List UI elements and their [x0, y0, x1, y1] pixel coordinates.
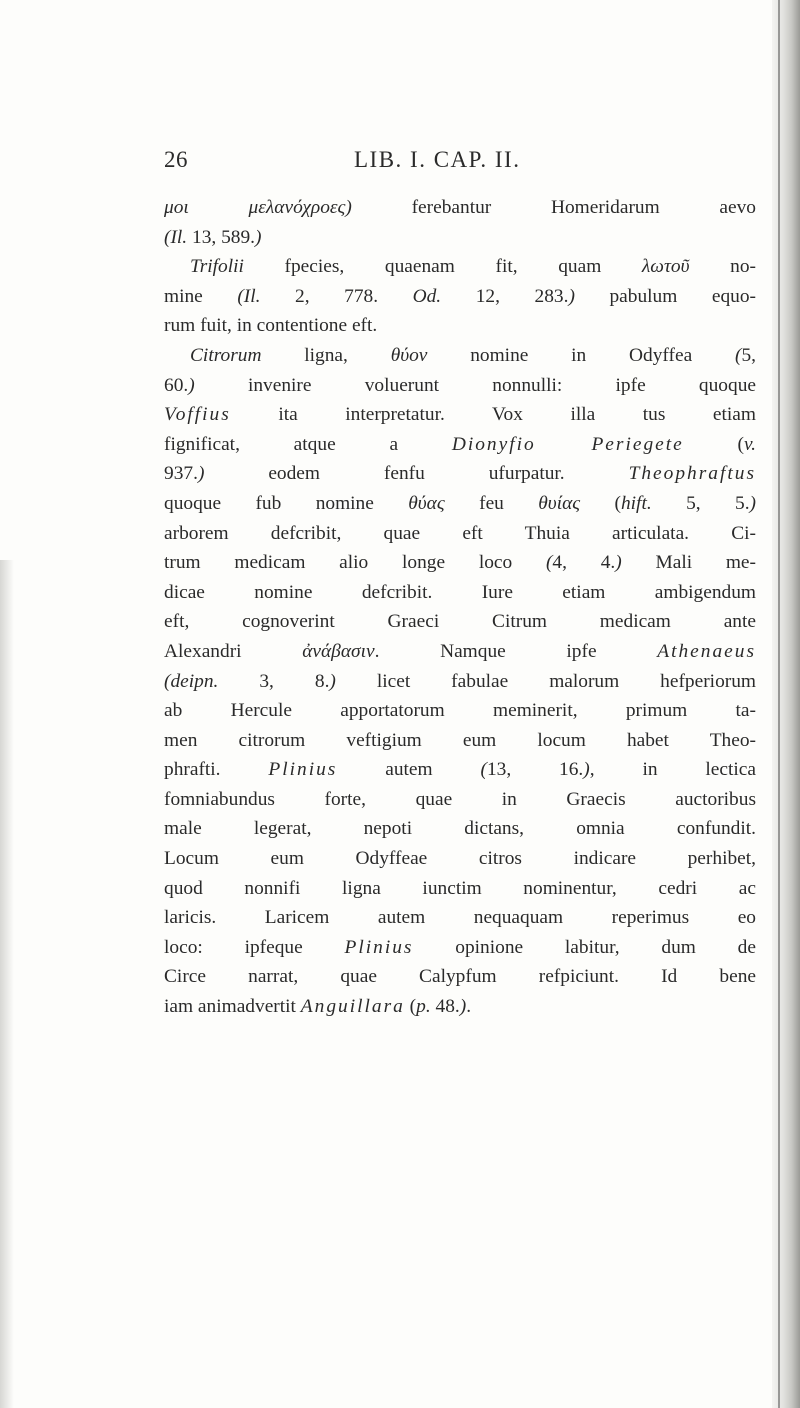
- text-line: [164, 667, 756, 697]
- text-line: [164, 785, 756, 815]
- text-line: [164, 992, 756, 1022]
- text-segment: phrafti.: [164, 759, 269, 781]
- text-segment: Circe narrat, quae Calypfum refpiciunt. Id bene: [164, 966, 756, 988]
- text-segment: v.: [743, 433, 756, 455]
- text-segment: θύας: [408, 492, 445, 514]
- text-segment: Alexandri: [164, 640, 303, 662]
- text-segment: Trifolii: [190, 256, 285, 278]
- text-segment: (: [404, 996, 417, 1018]
- text-segment: θύον: [390, 344, 428, 366]
- text-line: [164, 637, 756, 667]
- text-segment: (: [164, 670, 171, 692]
- text-line: [164, 519, 756, 549]
- text-line: [164, 962, 756, 992]
- text-segment: licet fabulae malorum hefperiorum: [335, 670, 757, 692]
- text-segment: 5, 5.: [651, 492, 750, 514]
- text-segment: deipn.: [170, 670, 219, 692]
- text-segment: ): [197, 463, 205, 485]
- text-segment: ): [188, 374, 195, 396]
- text-segment: (: [683, 433, 744, 455]
- text-segment: male legerat, nepoti dictans, omnia confundit.: [164, 818, 756, 840]
- text-segment: 48.: [430, 996, 460, 1018]
- text-segment: (: [734, 344, 742, 366]
- text-segment: eft, cognoverint Graeci Citrum medicam ante: [164, 611, 756, 633]
- text-segment: dicae nomine defcribit. Iure etiam ambigendum: [164, 581, 756, 603]
- text-segment: pabulum equo-: [574, 285, 757, 307]
- text-segment: loco: ipfeque: [164, 936, 345, 958]
- text-line: [164, 933, 756, 963]
- text-segment: ): [583, 759, 590, 781]
- text-segment: .: [466, 996, 472, 1018]
- text-segment: rum fuit, in contentione eft.: [164, 315, 378, 337]
- text-segment: laricis. Laricem autem nequaquam reperimus eo: [164, 907, 756, 929]
- text-segment: ): [329, 670, 336, 692]
- text-segment: (Il.: [237, 285, 296, 307]
- text-segment: . Namque ipfe: [374, 640, 658, 662]
- text-segment: quoque fub nomine: [164, 492, 409, 514]
- text-segment: fignificat, atque a: [164, 433, 452, 455]
- text-segment: mine: [164, 285, 238, 307]
- spine-edge-line: [778, 0, 780, 1408]
- page-edge-shadow: [0, 560, 14, 1408]
- text-segment: , in lectica: [589, 759, 756, 781]
- text-segment: (Il.: [164, 226, 192, 248]
- text-segment: ita interpretatur. Vox illa tus etiam: [230, 404, 756, 426]
- text-segment: 60.: [164, 374, 189, 396]
- text-segment: Od.: [412, 285, 442, 307]
- text-line: [164, 696, 756, 726]
- text-line: [164, 400, 756, 430]
- text-segment: eodem fenfu ufurpatur.: [204, 463, 629, 485]
- text-segment: 2, 778.: [295, 285, 413, 307]
- text-segment: ): [459, 996, 467, 1018]
- page-number: 26: [164, 147, 188, 172]
- text-segment: (: [480, 759, 487, 781]
- text-segment: ligna,: [261, 344, 391, 366]
- text-line: [164, 874, 756, 904]
- text-segment: Locum eum Odyffeae citros indicare perhibet,: [164, 848, 756, 870]
- text-segment: men citrorum veftigium eum locum habet Theo-: [164, 729, 756, 751]
- text-segment: 12, 283.: [441, 285, 569, 307]
- text-segment: λωτοῦ: [641, 256, 690, 278]
- text-segment: 5,: [741, 344, 756, 366]
- running-head: LIB. I. CAP. II.: [354, 147, 521, 172]
- text-segment: ): [615, 552, 622, 574]
- text-line: [164, 193, 756, 223]
- text-segment: Plinius: [268, 759, 338, 781]
- text-line: [164, 223, 756, 253]
- text-line: [164, 814, 756, 844]
- text-line: [164, 252, 756, 282]
- text-segment: 937.: [164, 463, 198, 485]
- text-segment: ): [568, 285, 575, 307]
- text-line: [164, 430, 756, 460]
- text-segment: 3, 8.: [218, 670, 330, 692]
- text-segment: ab Hercule apportatorum meminerit, primum ta-: [164, 700, 756, 722]
- text-segment: θυίας: [538, 492, 581, 514]
- text-line: [164, 489, 756, 519]
- text-segment: opinione labitur, dum de: [413, 936, 756, 958]
- text-segment: (: [545, 552, 553, 574]
- text-segment: ): [255, 226, 262, 248]
- text-segment: Citrorum: [190, 344, 262, 366]
- text-segment: ἀνάβασιν: [302, 640, 375, 662]
- text-line: [164, 607, 756, 637]
- text-segment: iam animadvertit: [164, 996, 301, 1018]
- text-line: [164, 755, 756, 785]
- text-line: [164, 371, 756, 401]
- text-segment: quod nonnifi ligna iunctim nominentur, cedri ac: [164, 877, 756, 899]
- text-line: [164, 903, 756, 933]
- page-header: [164, 147, 754, 187]
- text-segment: arborem defcribit, quae eft Thuia articulata. Ci-: [164, 522, 756, 544]
- text-line: [164, 341, 756, 371]
- text-segment: μοι μελανόχροες): [164, 197, 412, 218]
- text-segment: Mali me-: [621, 552, 756, 574]
- text-line: [164, 726, 756, 756]
- text-segment: ): [749, 492, 757, 514]
- text-segment: Plinius: [344, 936, 414, 958]
- text-line: [164, 311, 756, 341]
- text-line: [164, 844, 756, 874]
- book-spine: [772, 0, 800, 1408]
- text-segment: ferebantur Homeridarum aevo: [411, 197, 757, 218]
- text-segment: Anguillara: [300, 996, 405, 1018]
- text-segment: fomniabundus forte, quae in Graecis auctoribus: [164, 788, 756, 810]
- text-segment: 13, 16.: [486, 759, 584, 781]
- text-segment: hift.: [620, 492, 652, 514]
- text-segment: 4, 4.: [552, 552, 616, 574]
- text-segment: nomine in Odyffea: [427, 344, 735, 366]
- text-segment: Dionyfio Periegete: [451, 433, 684, 455]
- text-line: [164, 578, 756, 608]
- text-segment: 13, 589.: [192, 226, 256, 248]
- text-line: [164, 459, 756, 489]
- text-segment: feu: [444, 492, 539, 514]
- text-segment: trum medicam alio longe loco: [164, 552, 546, 574]
- text-segment: Athenaeus: [657, 640, 756, 662]
- text-segment: (: [580, 492, 621, 514]
- body-text: [164, 193, 756, 1022]
- text-segment: fpecies, quaenam fit, quam: [284, 256, 642, 278]
- text-segment: Theophraftus: [628, 463, 756, 485]
- text-segment: invenire voluerunt nonnulli: ipfe quoque: [194, 374, 756, 396]
- text-segment: no-: [689, 256, 756, 278]
- text-segment: autem: [337, 759, 481, 781]
- text-segment: Voffius: [164, 404, 231, 426]
- text-line: [164, 282, 756, 312]
- text-segment: p.: [416, 996, 431, 1018]
- text-line: [164, 548, 756, 578]
